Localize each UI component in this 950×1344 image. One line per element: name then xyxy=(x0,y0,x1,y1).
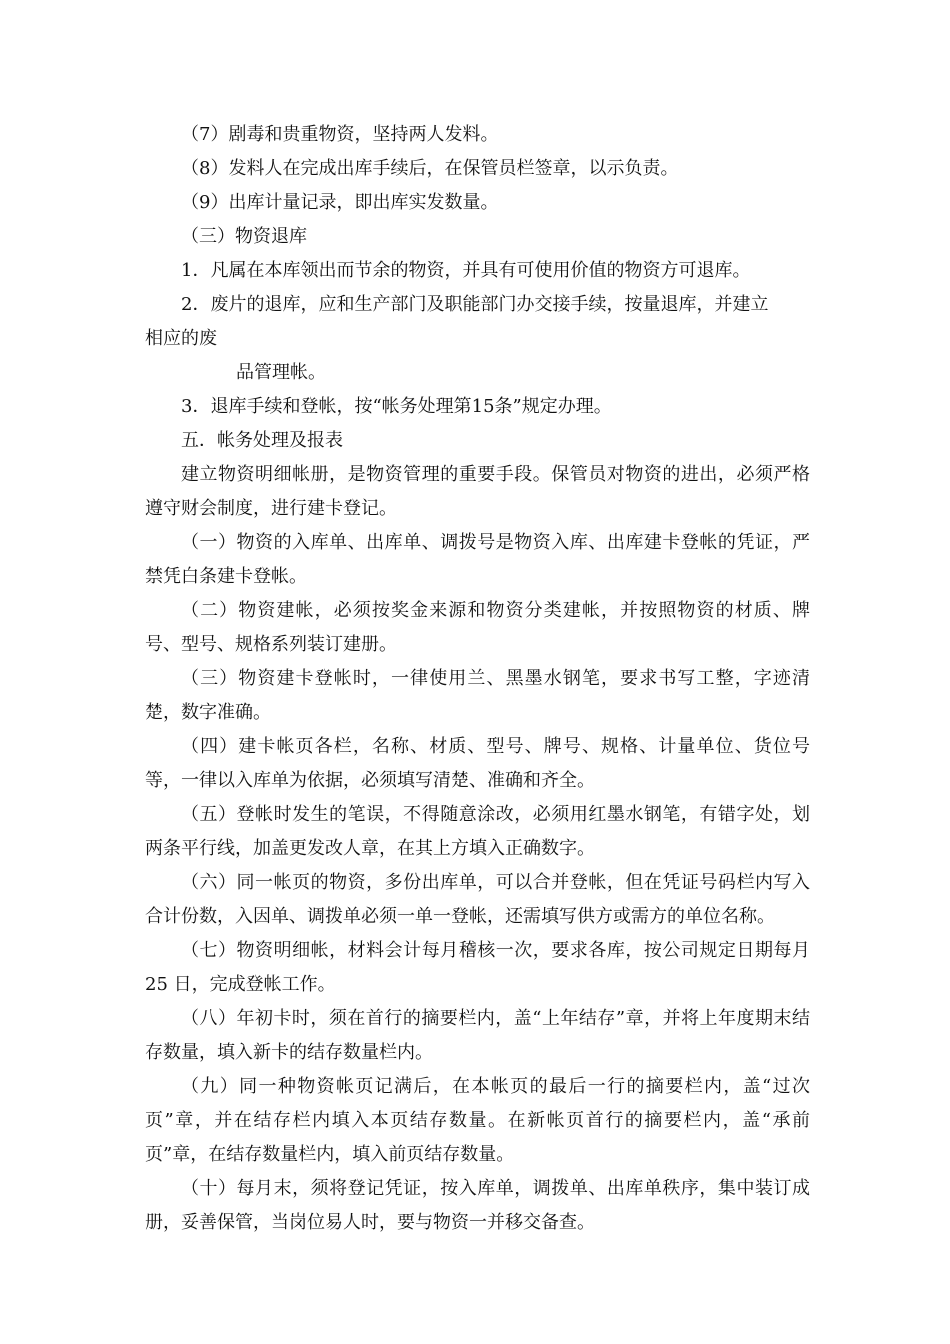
paragraph-accounts-7: （七）物资明细帐，材料会计每月稽核一次，要求各库，按公司规定日期每月 25 日，完成登帐工作。 xyxy=(145,940,810,995)
paragraph-9-metering: （9）出库计量记录，即出库实发数量。 xyxy=(181,192,499,213)
document-body xyxy=(145,118,810,1240)
paragraph-return-2-cont: 相应的废 xyxy=(145,328,217,349)
paragraph-return-2: 2．废片的退库，应和生产部门及职能部门办交接手续，按量退库，并建立 xyxy=(181,294,769,315)
paragraph-accounts-1: （一）物资的入库单、出库单、调拨号是物资入库、出库建卡登帐的凭证，严禁凭白条建卡登帐。 xyxy=(145,532,810,587)
paragraph-return-2-tail: 品管理帐。 xyxy=(236,362,326,383)
paragraph-accounts-intro: 建立物资明细帐册，是物资管理的重要手段。保管员对物资的进出，必须严格遵守财会制度，进行建卡登记。 xyxy=(145,464,810,519)
paragraph-return-3: 3．退库手续和登帐，按“帐务处理第15条”规定办理。 xyxy=(181,396,612,417)
paragraph-accounts-5: （五）登帐时发生的笔误，不得随意涂改，必须用红墨水钢笔，有错字处，划两条平行线，加盖更发改人章，在其上方填入正确数字。 xyxy=(145,804,810,859)
paragraph-accounts-3: （三）物资建卡登帐时，一律使用兰、黑墨水钢笔，要求书写工整，字迹清楚，数字准确。 xyxy=(145,668,810,723)
paragraph-8-issuer: （8）发料人在完成出库手续后，在保管员栏签章，以示负责。 xyxy=(181,158,679,179)
section-heading-return: （三）物资退库 xyxy=(181,226,307,247)
paragraph-accounts-4: （四）建卡帐页各栏，名称、材质、型号、牌号、规格、计量单位、货位号等，一律以入库单为依据，必须填写清楚、准确和齐全。 xyxy=(145,736,810,791)
paragraph-accounts-2: （二）物资建帐，必须按奖金来源和物资分类建帐，并按照物资的材质、牌号、型号、规格系列装订建册。 xyxy=(145,600,810,655)
paragraph-accounts-6: （六）同一帐页的物资，多份出库单，可以合并登帐，但在凭证号码栏内写入合计份数，入因单、调拨单必须一单一登帐，还需填写供方或需方的单位名称。 xyxy=(145,872,810,927)
section-heading-accounts: 五．帐务处理及报表 xyxy=(181,430,343,451)
paragraph-accounts-8: （八）年初卡时，须在首行的摘要栏内，盖“上年结存”章，并将上年度期末结存数量，填入新卡的结存数量栏内。 xyxy=(145,1008,810,1063)
paragraph-accounts-10: （十）每月末，须将登记凭证，按入库单，调拨单、出库单秩序，集中装订成册，妥善保管，当岗位易人时，要与物资一并移交备查。 xyxy=(145,1178,810,1233)
paragraph-7-toxic: （7）剧毒和贵重物资，坚持两人发料。 xyxy=(181,124,499,145)
paragraph-return-1: 1．凡属在本库领出而节余的物资，并具有可使用价值的物资方可退库。 xyxy=(181,260,751,281)
paragraph-accounts-9: （九）同一种物资帐页记满后，在本帐页的最后一行的摘要栏内，盖“过次页”章，并在结存栏内填入本页结存数量。在新帐页首行的摘要栏内，盖“承前页”章，在结存数量栏内，填入前页结存数量。 xyxy=(145,1076,810,1165)
